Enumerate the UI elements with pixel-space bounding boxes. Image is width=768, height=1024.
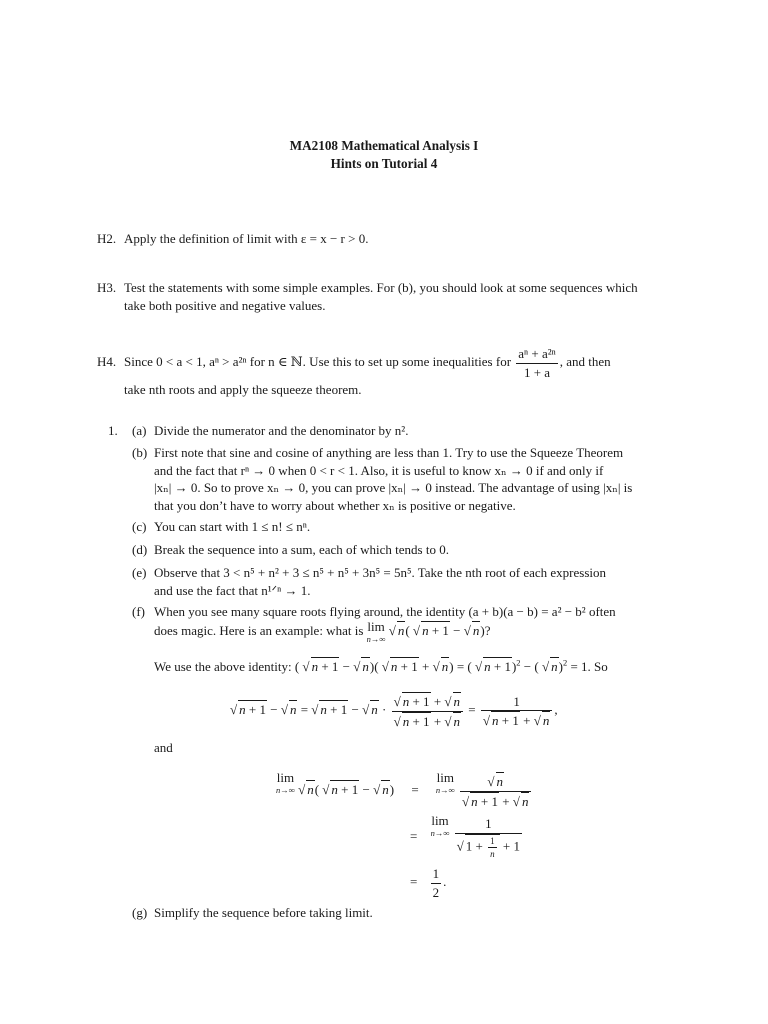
item-text: Divide the numerator and the denominator by n². xyxy=(154,423,409,438)
equation-limit-3: = $\frac{1}{2}$ . xyxy=(410,866,447,900)
and-word: and xyxy=(154,740,173,755)
equation-limit-1: lim n→∞ √ n( √ n + 1 − √ n) = lim n→∞ $\frac{√ n}{√ n + 1 + √ n}$ xyxy=(276,772,533,810)
title-block xyxy=(0,137,768,173)
fraction-numerator: aⁿ + a²ⁿ xyxy=(516,345,557,364)
equation-rationalize: √ n + 1 − √ n = √ n + 1 − √ n · $\frac{√ n + 1 + √ n}{√ n + 1 + √ n}$ = $\frac{1}{√ n + 1 + √ n}$ , xyxy=(230,693,558,729)
hint-h4-line1 xyxy=(124,345,667,381)
hint-label: H3. xyxy=(97,280,117,295)
item-label: (a) xyxy=(132,423,147,438)
item-e xyxy=(132,564,667,599)
identity-intro: We use the above identity: xyxy=(154,659,292,674)
identity-result: = 1. So xyxy=(570,659,608,674)
item-text: Simplify the sequence before taking limit. xyxy=(154,905,373,920)
item-label: (f) xyxy=(132,604,145,619)
item-c xyxy=(132,518,667,536)
item-line: When you see many square roots flying around, the identity (a + b)(a − b) = a² − b² often xyxy=(154,604,616,619)
item-f xyxy=(132,603,667,645)
item-line: First note that sine and cosine of anything are less than 1. Try to use the Squeeze Theorem xyxy=(154,445,624,460)
hint-h4 xyxy=(97,345,667,399)
hint-label: H2. xyxy=(97,231,117,246)
fraction-denominator: 1 + a xyxy=(523,364,551,380)
item-line: Observe that 3 < n⁵ + n² + 3 ≤ n⁵ + n⁵ + 3n⁵ = 5n⁵. Take the nth root of each expression xyxy=(154,565,607,580)
hint-text-part2: , and then xyxy=(559,354,611,370)
item-label: (g) xyxy=(132,905,148,920)
course-title: MA2108 Mathematical Analysis I xyxy=(289,138,479,153)
hint-text: Apply the definition of limit with ε = x − r > 0. xyxy=(124,231,369,246)
hint-h3 xyxy=(97,279,667,314)
item-a xyxy=(132,422,667,440)
hint-text-line2: take both positive and negative values. xyxy=(124,297,326,313)
item-line: and the fact that rⁿ → 0 when 0 < r < 1. Also, it is useful to know xₙ → 0 if and only if xyxy=(154,462,604,478)
identity-line: We use the above identity: ( √ n + 1 − √ n)( √ n + 1 + √ n) = ( √ n + 1)$^2$ − ( √ n)$^2$ = 1. So xyxy=(154,657,608,674)
item-label: (c) xyxy=(132,519,147,534)
item-line: and use the fact that n¹ᐟⁿ → 1. xyxy=(154,582,311,598)
item-b xyxy=(132,444,667,514)
item-d xyxy=(132,541,667,559)
hint-text-line1: Test the statements with some simple examples. For (b), you should look at some sequences which xyxy=(124,280,638,295)
subtitle: Hints on Tutorial 4 xyxy=(330,156,438,171)
and-line xyxy=(132,739,667,757)
problem-number: 1. xyxy=(108,423,118,438)
item-text: You can start with 1 ≤ n! ≤ nⁿ. xyxy=(154,519,311,534)
item-line: does magic. Here is an example: what is lim n→∞ √ n( √ n + 1 − √ n)? xyxy=(154,618,491,644)
item-text: Break the sequence into a sum, each of which tends to 0. xyxy=(154,542,449,557)
item-line: |xₙ| → 0. So to prove xₙ → 0, you can prove |xₙ| → 0 instead. The advantage of using |xₙ| is xyxy=(154,480,633,496)
hint-label: H4. xyxy=(97,354,117,369)
limit-operator: lim n→∞ xyxy=(366,618,386,644)
equation-limit-2: = lim n→∞ 1 √ 1 + $\frac{1}{n}$ + 1 xyxy=(410,813,520,859)
item-g xyxy=(132,904,667,922)
hint-text-part1: Since 0 < a < 1, aⁿ > a²ⁿ for n ∈ ℕ. Use this to set up some inequalities for xyxy=(124,354,512,370)
item-label: (d) xyxy=(132,542,148,557)
item-label: (b) xyxy=(132,445,148,460)
hint-fraction xyxy=(516,345,557,381)
hint-text-line2: take nth roots and apply the squeeze theorem. xyxy=(124,382,362,398)
item-line: that you don’t have to worry about whether xₙ is positive or negative. xyxy=(154,497,516,513)
item-label: (e) xyxy=(132,565,147,580)
hint-h2 xyxy=(97,230,667,248)
